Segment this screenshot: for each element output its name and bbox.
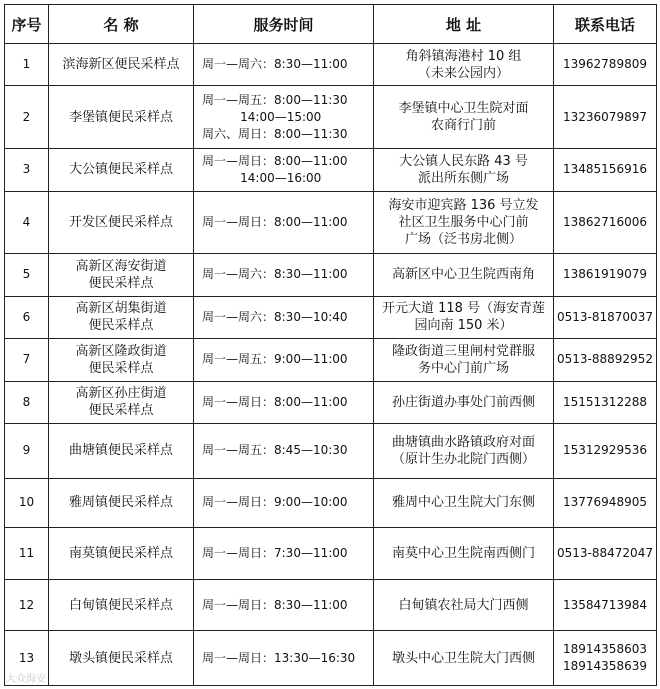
watermark: 大众海安 bbox=[6, 674, 46, 685]
table-row bbox=[5, 339, 657, 381]
name-cell-line: 便民采样点 bbox=[88, 360, 154, 376]
service-time-cell bbox=[194, 339, 374, 381]
phone-cell bbox=[554, 149, 657, 191]
sampling-points-table bbox=[4, 4, 657, 686]
phone-cell-line: 13862716006 bbox=[563, 214, 647, 229]
name-cell bbox=[49, 254, 194, 296]
service-time-cell-line: 周一—周日：13:30—16:30 bbox=[202, 650, 356, 665]
name-cell bbox=[49, 631, 194, 686]
address-cell-line: 务中心门前广场 bbox=[417, 360, 509, 376]
address-cell bbox=[374, 381, 554, 423]
name-cell bbox=[49, 424, 194, 479]
phone-cell-line: 13962789809 bbox=[563, 57, 647, 72]
phone-cell bbox=[554, 579, 657, 631]
name-cell-line: 便民采样点 bbox=[88, 403, 154, 419]
address-cell bbox=[374, 191, 554, 254]
phone-cell-line: 0513-88472047 bbox=[557, 545, 653, 560]
service-time-cell-line: 周一—周日：8:00—11:00 bbox=[202, 153, 348, 168]
phone-cell bbox=[554, 424, 657, 479]
phone-cell-line: 15312929536 bbox=[563, 443, 647, 458]
table-body bbox=[5, 44, 657, 686]
address-cell bbox=[374, 44, 554, 86]
phone-cell-line: 18914358639 bbox=[563, 659, 647, 674]
phone-cell-line: 18914358603 bbox=[563, 642, 647, 657]
table-row bbox=[5, 254, 657, 296]
name-cell-line: 大公镇便民采样点 bbox=[68, 162, 173, 178]
address-cell-line: 墩头中心卫生院大门西侧 bbox=[391, 650, 535, 666]
address-cell bbox=[374, 478, 554, 528]
serial-cell: 4 bbox=[5, 191, 49, 254]
service-time-cell bbox=[194, 44, 374, 86]
table-row bbox=[5, 191, 657, 254]
service-time-cell bbox=[194, 579, 374, 631]
serial-cell: 8 bbox=[5, 381, 49, 423]
address-cell-line: 角斜镇海港村 10 组 bbox=[405, 48, 522, 64]
service-time-cell bbox=[194, 528, 374, 580]
header-phone: 联系电话 bbox=[554, 5, 657, 44]
name-cell bbox=[49, 296, 194, 338]
service-time-cell bbox=[194, 631, 374, 686]
address-cell bbox=[374, 149, 554, 191]
address-cell-line: 大公镇人民东路 43 号 bbox=[399, 153, 528, 169]
table-row bbox=[5, 478, 657, 528]
name-cell-line: 雅周镇便民采样点 bbox=[68, 495, 173, 511]
phone-cell-line: 13861919079 bbox=[563, 267, 647, 282]
name-cell bbox=[49, 149, 194, 191]
header-address: 地 址 bbox=[374, 5, 554, 44]
phone-cell-line: 13236079897 bbox=[563, 109, 647, 124]
phone-cell bbox=[554, 631, 657, 686]
name-cell-line: 高新区孙庄街道 bbox=[75, 386, 167, 402]
service-time-cell-line: 周一—周六：8:30—11:00 bbox=[202, 267, 348, 282]
phone-cell bbox=[554, 254, 657, 296]
service-time-cell-line: 周一—周日：8:00—11:00 bbox=[202, 394, 348, 409]
phone-cell-line: 15151312288 bbox=[563, 394, 647, 409]
table-header-row bbox=[5, 5, 657, 44]
service-time-cell-line: 周一—周六：8:30—10:40 bbox=[202, 309, 348, 324]
serial-cell: 6 bbox=[5, 296, 49, 338]
service-time-cell-line: 周一—周五：8:45—10:30 bbox=[202, 443, 348, 458]
address-cell-line: 李堡镇中心卫生院对面 bbox=[398, 101, 529, 117]
serial-cell: 13 bbox=[5, 631, 49, 686]
name-cell-line: 便民采样点 bbox=[88, 318, 154, 334]
serial-cell: 10 bbox=[5, 478, 49, 528]
address-cell-line: 隆政街道三里闸村党群服 bbox=[391, 343, 535, 359]
serial-cell: 12 bbox=[5, 579, 49, 631]
address-cell bbox=[374, 579, 554, 631]
name-cell bbox=[49, 381, 194, 423]
name-cell bbox=[49, 528, 194, 580]
table-row bbox=[5, 381, 657, 423]
phone-cell bbox=[554, 339, 657, 381]
address-cell bbox=[374, 528, 554, 580]
service-time-cell-line: 周一—周日：7:30—11:00 bbox=[202, 545, 348, 560]
service-time-cell-line: 周一—周日：8:00—11:00 bbox=[202, 214, 348, 229]
name-cell-line: 高新区隆政街道 bbox=[75, 343, 167, 359]
phone-cell bbox=[554, 528, 657, 580]
table-row bbox=[5, 631, 657, 686]
phone-cell bbox=[554, 381, 657, 423]
serial-cell: 2 bbox=[5, 86, 49, 149]
phone-cell-line: 0513-81870037 bbox=[557, 309, 653, 324]
name-cell-line: 墩头镇便民采样点 bbox=[68, 650, 173, 666]
serial-cell: 1 bbox=[5, 44, 49, 86]
address-cell-line: 雅周中心卫生院大门东侧 bbox=[391, 495, 535, 511]
service-time-cell bbox=[194, 191, 374, 254]
address-cell-line: 开元大道 118 号（海安青莲 bbox=[381, 301, 546, 317]
header-name: 名 称 bbox=[49, 5, 194, 44]
address-cell bbox=[374, 254, 554, 296]
service-time-cell bbox=[194, 381, 374, 423]
address-cell-line: 高新区中心卫生院西南角 bbox=[391, 267, 535, 283]
service-time-cell bbox=[194, 149, 374, 191]
service-time-cell-line: 周六、周日：8:00—11:30 bbox=[202, 126, 348, 141]
serial-cell: 7 bbox=[5, 339, 49, 381]
phone-cell-line: 13485156916 bbox=[563, 162, 647, 177]
header-service-time: 服务时间 bbox=[194, 5, 374, 44]
table-row bbox=[5, 296, 657, 338]
service-time-cell bbox=[194, 254, 374, 296]
name-cell-line: 曲塘镇便民采样点 bbox=[68, 443, 173, 459]
serial-cell: 9 bbox=[5, 424, 49, 479]
name-cell-line: 开发区便民采样点 bbox=[68, 214, 173, 230]
address-cell-line: 海安市迎宾路 136 号立发 bbox=[388, 197, 539, 213]
service-time-cell-line: 周一—周日：8:30—11:00 bbox=[202, 597, 348, 612]
service-time-cell-line: 周一—周五：9:00—11:00 bbox=[202, 352, 348, 367]
name-cell-line: 白甸镇便民采样点 bbox=[68, 597, 173, 613]
name-cell bbox=[49, 86, 194, 149]
address-cell bbox=[374, 631, 554, 686]
name-cell bbox=[49, 579, 194, 631]
table-row bbox=[5, 579, 657, 631]
name-cell bbox=[49, 44, 194, 86]
service-time-cell bbox=[194, 296, 374, 338]
service-time-cell-line: 周一—周六：8:30—11:00 bbox=[202, 57, 348, 72]
name-cell-line: 滨海新区便民采样点 bbox=[62, 57, 180, 73]
address-cell-line: 社区卫生服务中心门前 bbox=[398, 214, 529, 230]
name-cell-line: 南莫镇便民采样点 bbox=[68, 545, 173, 561]
phone-cell bbox=[554, 86, 657, 149]
name-cell bbox=[49, 339, 194, 381]
service-time-cell-line: 14:00—16:00 bbox=[202, 170, 322, 185]
table-row bbox=[5, 528, 657, 580]
phone-cell bbox=[554, 44, 657, 86]
name-cell-line: 李堡镇便民采样点 bbox=[68, 109, 173, 125]
address-cell bbox=[374, 424, 554, 479]
address-cell-line: 孙庄街道办事处门前西侧 bbox=[391, 394, 535, 410]
address-cell-line: 白甸镇农社局大门西侧 bbox=[398, 597, 529, 613]
table-row bbox=[5, 424, 657, 479]
header-serial: 序号 bbox=[5, 5, 49, 44]
name-cell-line: 便民采样点 bbox=[88, 275, 154, 291]
address-cell bbox=[374, 86, 554, 149]
serial-cell: 3 bbox=[5, 149, 49, 191]
name-cell bbox=[49, 478, 194, 528]
address-cell bbox=[374, 296, 554, 338]
service-time-cell bbox=[194, 478, 374, 528]
service-time-cell-line: 14:00—15:00 bbox=[202, 109, 322, 124]
table-row bbox=[5, 149, 657, 191]
address-cell-line: 派出所东侧广场 bbox=[417, 170, 509, 186]
phone-cell-line: 13776948905 bbox=[563, 495, 647, 510]
address-cell-line: 南莫中心卫生院南西侧门 bbox=[391, 545, 535, 561]
name-cell bbox=[49, 191, 194, 254]
phone-cell bbox=[554, 296, 657, 338]
serial-cell: 5 bbox=[5, 254, 49, 296]
address-cell-line: 园向南 150 米） bbox=[414, 318, 513, 334]
name-cell-line: 高新区海安街道 bbox=[75, 258, 167, 274]
service-time-cell-line: 周一—周五：8:00—11:30 bbox=[202, 92, 348, 107]
address-cell-line: 农商行门前 bbox=[430, 118, 496, 134]
table-row bbox=[5, 86, 657, 149]
address-cell-line: 广场（泛书房北侧） bbox=[404, 231, 522, 247]
address-cell bbox=[374, 339, 554, 381]
phone-cell-line: 13584713984 bbox=[563, 597, 647, 612]
address-cell-line: 曲塘镇曲水路镇政府对面 bbox=[391, 434, 535, 450]
phone-cell bbox=[554, 478, 657, 528]
service-time-cell-line: 周一—周日：9:00—10:00 bbox=[202, 495, 348, 510]
address-cell-line: （未来公园内） bbox=[417, 65, 509, 81]
serial-cell: 11 bbox=[5, 528, 49, 580]
table-row bbox=[5, 44, 657, 86]
service-time-cell bbox=[194, 86, 374, 149]
service-time-cell bbox=[194, 424, 374, 479]
address-cell-line: （原计生办北院门西侧） bbox=[391, 451, 535, 467]
phone-cell-line: 0513-88892952 bbox=[557, 352, 653, 367]
phone-cell bbox=[554, 191, 657, 254]
name-cell-line: 高新区胡集街道 bbox=[75, 301, 167, 317]
